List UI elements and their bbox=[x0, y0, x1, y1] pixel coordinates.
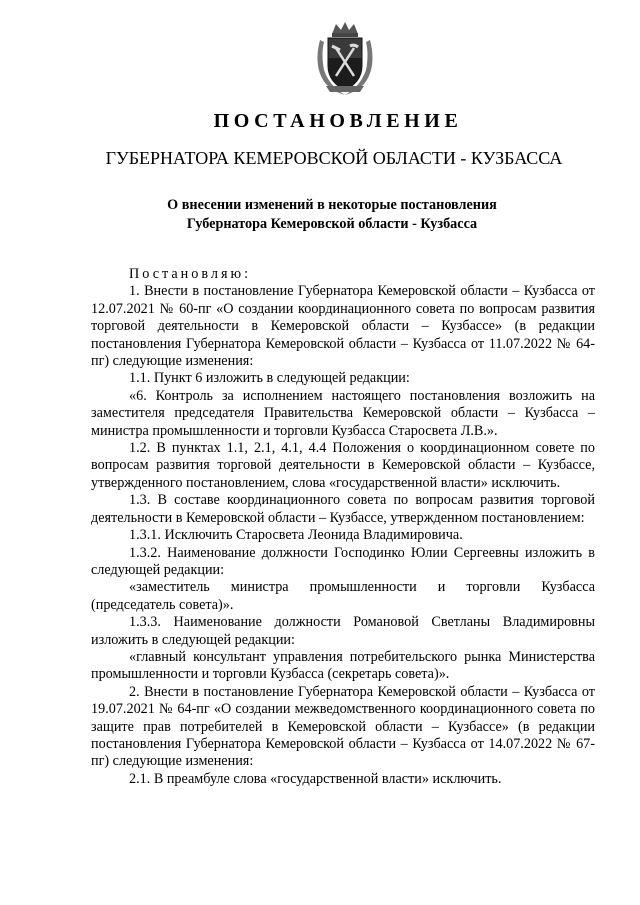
paragraph-1-3-1: 1.3.1. Исключить Старосвета Леонида Владимировича. bbox=[129, 527, 463, 544]
heading-line-2: Губернатора Кемеровской области - Кузбасса bbox=[186, 216, 478, 232]
issuer-subtitle: ГУБЕРНАТОРА КЕМЕРОВСКОЙ ОБЛАСТИ - КУЗБАССА bbox=[105, 148, 563, 168]
coat-of-arms-emblem bbox=[314, 20, 376, 98]
document-title: ПОСТАНОВЛЕНИЕ bbox=[213, 110, 463, 132]
document-body bbox=[91, 266, 595, 788]
paragraph-1-3-2-text: «заместитель министра промышленности и торговли Кузбасса (председатель совета)». bbox=[91, 579, 595, 613]
paragraph-1-1: 1.1. Пункт 6 изложить в следующей редакции: bbox=[129, 370, 410, 387]
paragraph-1-1-text: «6. Контроль за исполнением настоящего постановления возложить на заместителя председателя Правительства Кемеровской области – Кузбасса – министра промышленности и торговли Кузбасса Старосвета Л.В.». bbox=[91, 387, 595, 439]
paragraph-1-3-3-text: «главный консультант управления потребительского рынка Министерства промышленности и торговли Кузбасса (секретарь совета)». bbox=[91, 648, 595, 683]
paragraph-2: 2. Внести в постановление Губернатора Кемеровской области – Кузбасса от 19.07.2021 № 64-пг «О создании межведомственного координационного совета по защите прав потребителей в Кемеровской области – Кузбассе» (в редакции постановления Губернатора Кемеровской области – Кузбасса от 14.07.2022 № 67-пг) следующие изменения: bbox=[91, 683, 595, 770]
paragraph-1-2: 1.2. В пунктах 1.1, 2.1, 4.1, 4.4 Положения о координационном совете по вопросам развития торговой деятельности в Кемеровской области – Кузбассе, утвержденного постановлением, слова «государственной власти» исключить. bbox=[91, 440, 595, 491]
document-heading bbox=[12, 196, 640, 234]
paragraph-1: 1. Внести в постановление Губернатора Кемеровской области – Кузбасса от 12.07.2021 № 60-пг «О создании координационного совета по вопросам развития торговой деятельности в Кемеровской области – Кузбассе» (в редакции постановления Губернатора Кемеровской области – Кузбасса от 11.07.2022 № 64-пг) следующие изменения: bbox=[91, 283, 595, 370]
paragraph-preamble: Постановляю: bbox=[129, 266, 252, 282]
heading-line-1: О внесении изменений в некоторые постановления bbox=[167, 197, 497, 213]
paragraph-1-3: 1.3. В составе координационного совета по вопросам развития торговой деятельности в Кемеровской области – Кузбассе, утвержденном постановлением: bbox=[91, 492, 595, 526]
paragraph-1-3-3: 1.3.3. Наименование должности Романовой Светланы Владимировны изложить в следующей редакции: bbox=[91, 614, 595, 648]
paragraph-2-1: 2.1. В преамбуле слова «государственной власти» исключить. bbox=[129, 770, 502, 787]
paragraph-1-3-2: 1.3.2. Наименование должности Господинко Юлии Сергеевны изложить в следующей редакции: bbox=[91, 544, 595, 578]
